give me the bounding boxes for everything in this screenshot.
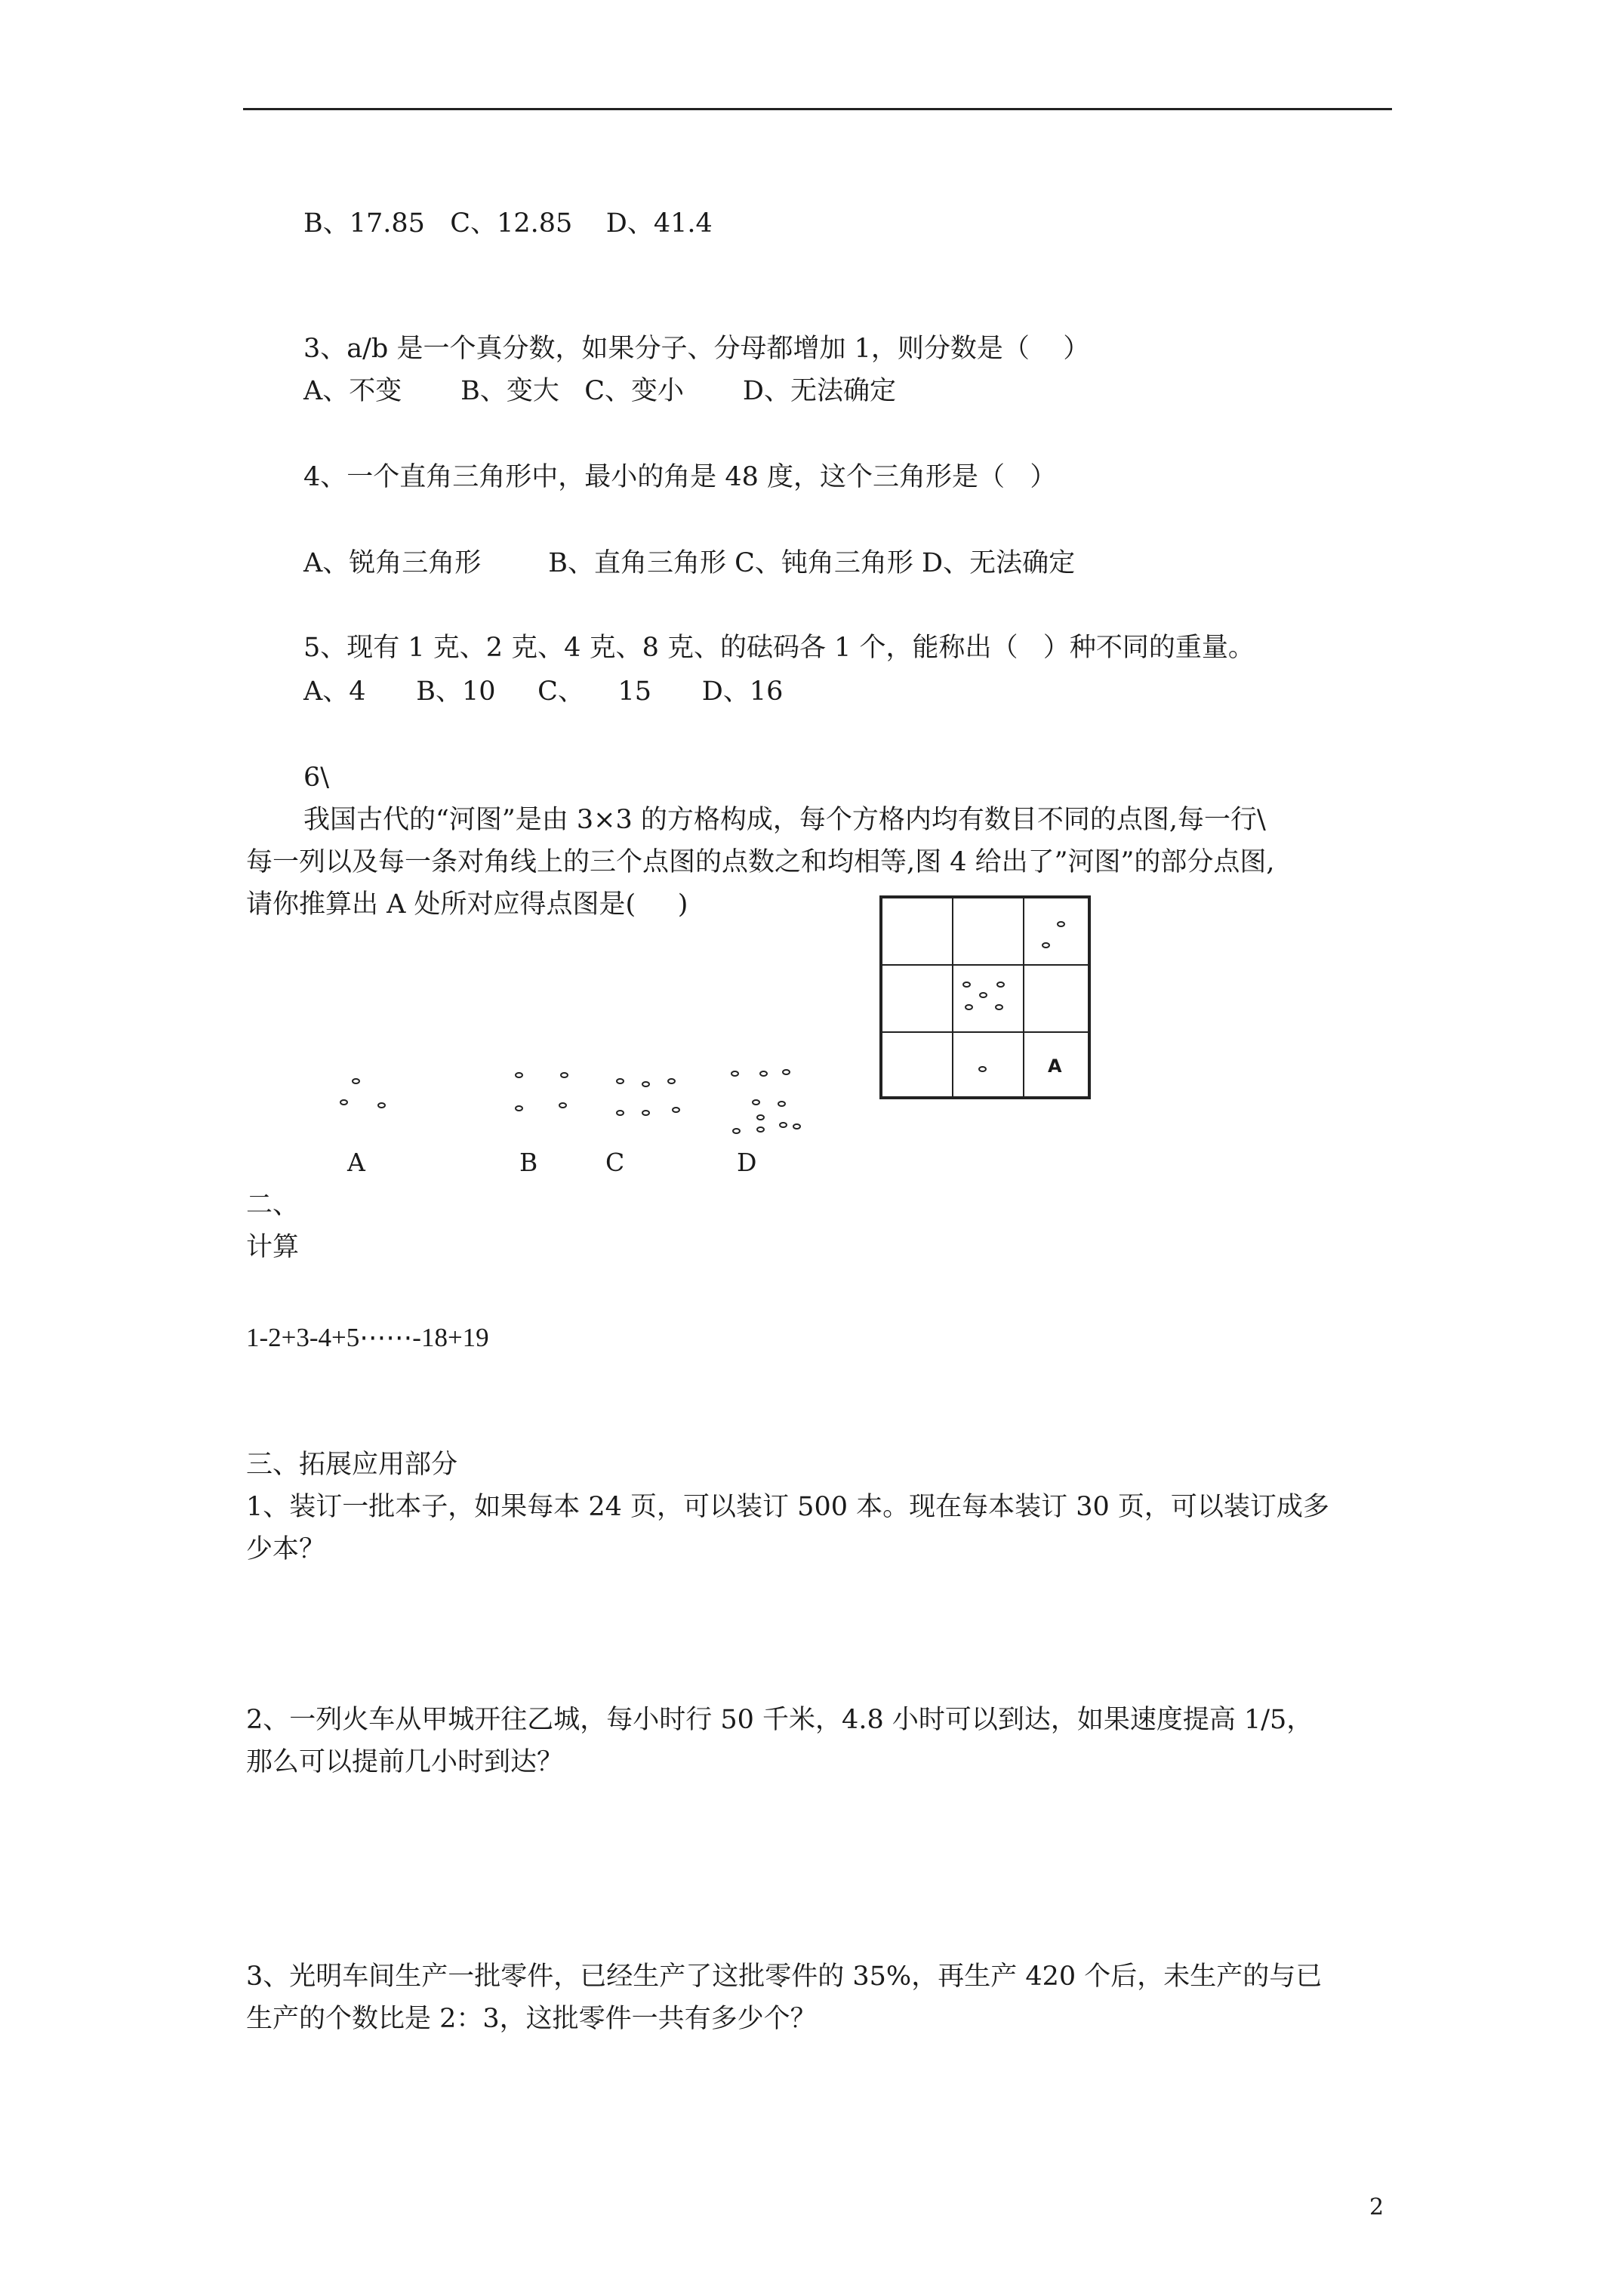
grid-cell: [1024, 965, 1089, 1032]
grid-dot: [965, 1004, 973, 1010]
grid-dot: [978, 1066, 987, 1072]
q4-options: A、锐角三角形 B、直角三角形 C、钝角三角形 D、无法确定: [303, 548, 1076, 578]
option-c-dot: [616, 1078, 624, 1084]
grid-label-a: A: [1048, 1056, 1062, 1077]
page-number: 2: [1369, 2194, 1384, 2220]
option-b-dot: [515, 1072, 523, 1078]
grid-dot: [1042, 942, 1050, 948]
header-rule: [243, 108, 1392, 110]
option-d-dot: [778, 1101, 786, 1107]
option-d-dot: [731, 1071, 739, 1077]
problem-3-line-2: 生产的个数比是 2：3，这批零件一共有多少个？: [246, 2004, 817, 2034]
option-c-dot: [667, 1078, 676, 1084]
question-6-line-1: 我国古代的“河图”是由 3×3 的方格构成，每个方格内均有数目不同的点图,每一行\: [303, 805, 1266, 835]
problem-2-line-1: 2、一列火车从甲城开往乙城，每小时行 50 千米，4.8 小时可以到达，如果速度提高 1/5，: [246, 1705, 1313, 1735]
option-b-dot: [515, 1105, 523, 1111]
problem-3-line-1: 3、光明车间生产一批零件，已经生产了这批零件的 35%，再生产 420 个后，未生产的与已: [246, 1962, 1323, 1992]
option-a-label: A: [347, 1148, 365, 1177]
grid-cell: [953, 965, 1024, 1032]
q2-options: B、17.85 C、12.85 D、41.4: [303, 208, 713, 239]
grid-dot: [1057, 921, 1065, 927]
option-d-dot: [752, 1099, 760, 1105]
option-d-dot: [759, 1071, 768, 1077]
option-c-dot: [616, 1110, 624, 1116]
section-3-heading: 三、拓展应用部分: [246, 1450, 458, 1480]
calc-heading: 计算: [246, 1232, 300, 1262]
option-a-dot: [352, 1078, 360, 1084]
option-c-dot: [642, 1081, 650, 1087]
section-2-heading: 二、: [246, 1190, 300, 1220]
grid-cell: [882, 898, 953, 965]
option-d-dot: [779, 1122, 787, 1128]
option-d-dot: [782, 1069, 790, 1075]
grid-dot: [979, 992, 987, 998]
option-c-label: C: [605, 1148, 625, 1177]
option-d-dot: [756, 1126, 765, 1133]
grid-cell: [882, 1032, 953, 1097]
option-d-dot: [756, 1114, 765, 1120]
problem-1-line-1: 1、装订一批本子，如果每本 24 页，可以装订 500 本。现在每本装订 30 页，可以装订成多: [246, 1492, 1329, 1522]
grid-cell: [953, 1032, 1024, 1097]
option-c-dot: [672, 1107, 680, 1113]
grid-cell: [953, 898, 1024, 965]
option-c-dot: [642, 1110, 650, 1116]
option-b-dot: [560, 1072, 568, 1078]
question-6-line-2: 每一列以及每一条对角线上的三个点图的点数之和均相等,图 4 给出了”河图”的部分点图,: [246, 847, 1275, 877]
q3-options: A、不变 B、变大 C、变小 D、无法确定: [303, 376, 896, 406]
option-b-label: B: [519, 1148, 538, 1177]
grid-cell: [882, 965, 953, 1032]
question-6-line-3: 请你推算出 A 处所对应得点图是( ): [246, 889, 688, 920]
grid-cell: [1024, 898, 1089, 965]
question-3: 3、a/b 是一个真分数，如果分子、分母都增加 1，则分数是（ ）: [303, 334, 1090, 364]
question-4: 4、一个直角三角形中，最小的角是 48 度，这个三角形是（ ）: [303, 462, 1057, 492]
option-d-dot: [793, 1123, 801, 1130]
grid-dot: [962, 982, 971, 988]
option-b-dot: [559, 1102, 567, 1108]
problem-1-line-2: 少本？: [246, 1534, 326, 1564]
problem-2-line-2: 那么可以提前几小时到达？: [246, 1747, 564, 1777]
option-d-dot: [732, 1128, 741, 1134]
option-a-dot: [377, 1102, 386, 1108]
q5-options: A、4 B、10 C、 15 D、16: [303, 676, 784, 707]
question-5: 5、现有 1 克、2 克、4 克、8 克、的砝码各 1 个，能称出（ ）种不同的重量。: [303, 633, 1255, 663]
grid-dot: [996, 982, 1005, 988]
calc-expression: 1-2+3-4+5⋯⋯-18+19: [246, 1323, 489, 1352]
question-6-number: 6\: [303, 763, 330, 793]
option-d-label: D: [737, 1148, 757, 1177]
option-a-dot: [340, 1099, 348, 1105]
grid-dot: [995, 1004, 1003, 1010]
